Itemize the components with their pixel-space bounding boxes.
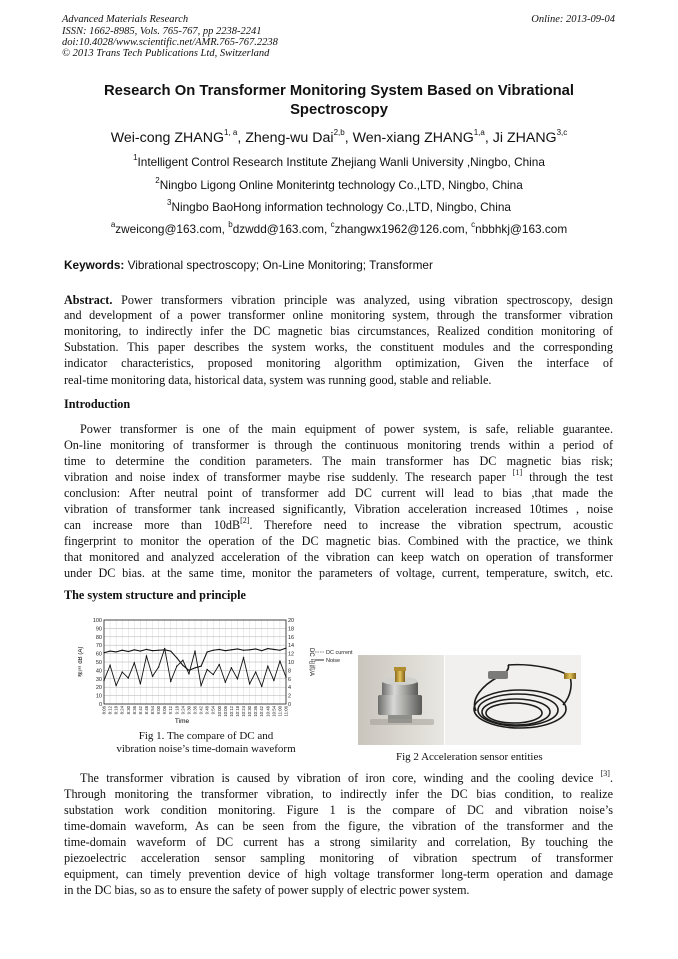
x-axis-label: Time [174,718,190,725]
intro-line: vibration and noise index of transformer maybe rise suddenly. The research paper [1] through the test [64,467,613,484]
y2-tick-label: 6 [288,676,292,683]
dc-point [116,651,117,652]
dc-point [219,649,220,650]
y2-tick-label: 20 [288,618,295,624]
abstract-line: real-time monitoring data, historical data, system was running good, stable and reliable. [64,373,492,387]
intro-line: time to determine the condition parameters. The main transformer has DC magnetic bias risk; [64,454,613,468]
legend-label-noise: Noise [326,658,341,664]
dc-point [200,666,201,667]
y2-tick-label: 8 [288,668,292,675]
keywords: Keywords: Vibrational spectroscopy; On-Line Monitoring; Transformer [64,258,433,272]
y-tick-label: 0 [98,702,102,708]
dc-point [249,649,250,650]
dc-point [194,667,195,668]
fig1-chart [78,614,368,726]
author-name: Zheng-wu Dai [245,130,334,146]
noise-point [267,666,268,667]
dc-point [237,648,238,649]
noise-point [261,686,262,687]
x-tick-label: 9:36 [192,706,198,715]
affiliation-2: $^2$Ningbo Ligong Online Moniterintg technology Co.,LTD, Ningbo, China [155,176,523,192]
x-tick-label: 10:24 [241,706,247,717]
dc-point [182,665,183,666]
y2-tick-label: 4 [288,685,292,692]
noise-point [194,650,195,651]
y2-tick-label: 2 [288,693,292,700]
noise-point [188,673,189,674]
dc-point [225,650,226,651]
y-tick-label: 80 [95,634,102,641]
dc-point [285,648,286,649]
structure-line: equipment, can timely prevention device of high voltage transformer long-term operation and damage [64,867,613,881]
x-tick-label: 8:06 [101,706,107,715]
intro-line: fingerprint to monitor the operation of the DC magnetic bias. Combined with the practice, we think [64,534,613,548]
dc-point [273,649,274,650]
y-tick-label: 70 [95,643,102,650]
noise-point [128,677,129,678]
noise-point [225,681,226,682]
author-name: Wen-xiang ZHANG [352,130,474,146]
noise-point [158,666,159,667]
y-tick-label: 40 [95,668,102,675]
x-tick-label: 10:06 [222,706,228,717]
y-tick-label: 90 [95,626,102,633]
y2-axis-ticks [288,618,294,708]
x-tick-label: 9:18 [174,706,180,715]
x-tick-label: 10:30 [247,706,253,717]
section-heading-structure: The system structure and principle [64,588,246,602]
x-tick-label: 8:30 [125,706,131,715]
legend-label-dc: DC current [326,650,353,656]
x-tick-label: 9:12 [168,706,174,715]
structure-line: The transformer vibration is caused by vibration of iron core, winding and the cooling device [3]. [80,768,613,785]
dc-point [213,650,214,651]
noise-point [279,660,280,661]
y-axis-ticks [93,618,102,708]
noise-point [206,669,207,670]
dc-point [279,650,280,651]
cable-plug-image [488,671,508,679]
noise-point [134,662,135,663]
noise-point [243,657,244,658]
dc-point [152,650,153,651]
structure-line: in the DC bias, so as to ensure the safety of power supply of electric power system. [64,883,470,897]
dc-point [134,649,135,650]
noise-point [249,683,250,684]
x-tick-label: 10:12 [228,706,234,717]
noise-point [170,681,171,682]
x-tick-label: 10:54 [271,706,277,717]
dc-point [188,670,189,671]
y-tick-label: 20 [95,685,102,692]
intro-line: that monitored and analyzed acceleration of the vibration can keep watch on operation of transformer [64,550,613,564]
x-tick-label: 10:48 [265,706,271,717]
fig1-caption: Fig 1. The compare of DC and vibration noise’s time-domain waveform [116,730,296,755]
noise-point [285,676,286,677]
noise-point [255,671,256,672]
noise-point [146,655,147,656]
noise-point [213,674,214,675]
noise-point [219,664,220,665]
x-tick-label: 8:42 [137,706,143,715]
dc-point [140,650,141,651]
dc-point [128,651,129,652]
x-tick-label: 10:36 [253,706,259,717]
structure-line: Through monitoring the transformer vibration, to indirectly infer the DC bias condition, to realize [64,787,613,801]
y-tick-label: 30 [95,676,102,683]
intro-line: vibration of transformer tank increased significantly, Vibration acceleration increased 10times , noise [64,502,613,516]
affiliation-1: $^1$Intelligent Control Research Institute Zhejiang Wanli University ,Ningbo, China [133,153,545,169]
dc-point [231,649,232,650]
x-tick-label: 10:18 [234,706,240,717]
noise-point [176,666,177,667]
issn-line: ISSN: 1662-8985, Vols. 765-767, pp 2238-2241 [62,26,262,37]
y2-tick-label: 10 [288,660,295,666]
intro-line: can increase more than 10dB[2]. Therefore need to increase the vibration spectrum, acoustic [64,515,613,532]
dc-point [176,657,177,658]
x-tick-label: 9:06 [162,706,168,715]
fig2-caption: Fig 2 Acceleration sensor entities [396,751,543,763]
noise-point [237,678,238,679]
x-tick-label: 8:54 [150,706,156,715]
x-tick-label: 8:48 [143,706,149,715]
y-tick-label: 60 [95,651,102,658]
x-tick-label: 10:00 [216,706,222,717]
x-tick-label: 8:36 [131,706,137,715]
x-tick-label: 9:42 [198,706,204,715]
noise-point [152,676,153,677]
y2-tick-label: 16 [288,634,295,641]
chart-legend [315,650,353,664]
x-tick-label: 9:54 [210,706,216,715]
noise-point [164,648,165,649]
noise-point [109,665,110,666]
intro-line: Power transformer is one of the main equipment of power system, is safe, reliable guarantee. [80,422,613,436]
x-tick-label: 8:18 [113,706,119,715]
abstract-line: Substation. This paper describes the system works, the constituent modules and the corresponding [64,340,613,354]
y2-tick-label: 0 [288,702,292,708]
dc-point [261,650,262,651]
dc-point [158,650,159,651]
structure-line: substation work condition monitoring. Figure 1 is the compare of DC and vibration noise’s [64,803,613,817]
affiliation-3: $^3$Ningbo BaoHong information technology Co.,LTD, Ningbo, China [167,198,511,214]
dc-point [146,649,147,650]
noise-point [182,660,183,661]
y2-tick-label: 12 [288,651,295,658]
noise-point [273,680,274,681]
citation-1: [1] [512,467,523,477]
chart-grid [104,620,286,704]
dc-point [109,650,110,651]
noise-point [122,671,123,672]
copyright-line: © 2013 Trans Tech Publications Ltd, Switzerland [62,48,270,59]
y-tick-label: 100 [92,618,102,624]
dc-point [267,648,268,649]
x-tick-label: 11:00 [277,706,283,717]
dc-point [255,648,256,649]
dc-point [243,650,244,651]
noise-point [140,683,141,684]
doi-line: doi:10.4028/www.scientific.net/AMR.765-767.2238 [62,37,278,48]
author-name: Ji ZHANG [492,130,557,146]
author-line: Wei-cong ZHANG$^{1, a}$, Zheng-wu Dai$^{2,b}$, Wen-xiang ZHANG$^{1,a}$, Ji ZHANG$^{3,c}$ [110,128,568,146]
noise-point [115,685,116,686]
y2-tick-label: 14 [288,643,295,650]
paper-title: Research On Transformer Monitoring System Based on Vibrational Spectroscopy [103,83,575,118]
intro-line: conclusion: After neutral point of transformer add DC current will lead to bias ,that made the [64,486,613,500]
dc-point [103,652,104,653]
intro-line: under DC bias. at the same time, monitor the parameters of voltage, current, temperature, switch, etc. [64,566,613,580]
abstract-line: monitoring, to indirectly infer the DC magnetic bias circumstances, Realized condition monitoring of [64,324,613,338]
x-tick-label: 9:30 [186,706,192,715]
journal-name: Advanced Materials Research [62,14,189,25]
section-heading-introduction: Introduction [64,397,131,411]
x-tick-label: 9:00 [156,706,162,715]
y2-axis-label: DC 电流/A [308,647,314,677]
author-name: Wei-cong ZHANG [110,130,224,146]
x-tick-label: 11:06 [283,706,289,717]
noise-point [103,680,104,681]
dc-point [122,650,123,651]
dc-point [170,650,171,651]
dc-point [164,649,165,650]
noise-point [200,685,201,686]
cable-connector-image [564,673,576,679]
abstract-line: indicator characteristics, proposed monitoring algorithm optimization, Given the interface of [64,356,613,370]
citation-3: [3] [600,768,610,778]
y2-tick-label: 18 [288,626,295,633]
abstract-line: and development of a power transformer online monitoring system, through the transformer vibration [64,308,613,322]
dc-point [207,651,208,652]
online-date: Online: 2013-09-04 [531,14,615,25]
y-tick-label: 10 [95,693,102,700]
x-tick-label: 9:24 [180,706,186,715]
y-tick-label: 50 [95,660,102,666]
citation-2: [2] [240,515,250,525]
abstract-line: Abstract. Power transformers vibration principle was analyzed, using vibration spectroscopy, design [64,293,613,307]
structure-line: piezoelectric acceleration sensor sampling monitoring of vibration spectrum of transformer [64,851,613,865]
x-axis-ticks [102,705,289,716]
x-tick-label: 8:12 [107,706,113,715]
structure-line: time-domain waveform, As can be seen from the figure, the vibration of the transformer and the [64,819,613,833]
structure-line: time-domain waveform of DC current has a strong similarity and correlation, By touching the [64,835,613,849]
fig2-sensor-photo [358,655,581,745]
x-tick-label: 8:24 [119,706,125,715]
noise-point [231,667,232,668]
email-line: $^a$zweicong@163.com, $^b$dzwdd@163.com, $^c$zhangwx1962@126.com, $^c$nbbhkj@163.com [110,220,568,236]
y-axis-label: 噪声 dB (A) [78,646,84,678]
x-tick-label: 9:48 [204,706,210,715]
intro-line: On-line monitoring of transformer is through the continuous monitoring trends within a period of [64,438,613,452]
x-tick-label: 10:42 [259,706,265,717]
